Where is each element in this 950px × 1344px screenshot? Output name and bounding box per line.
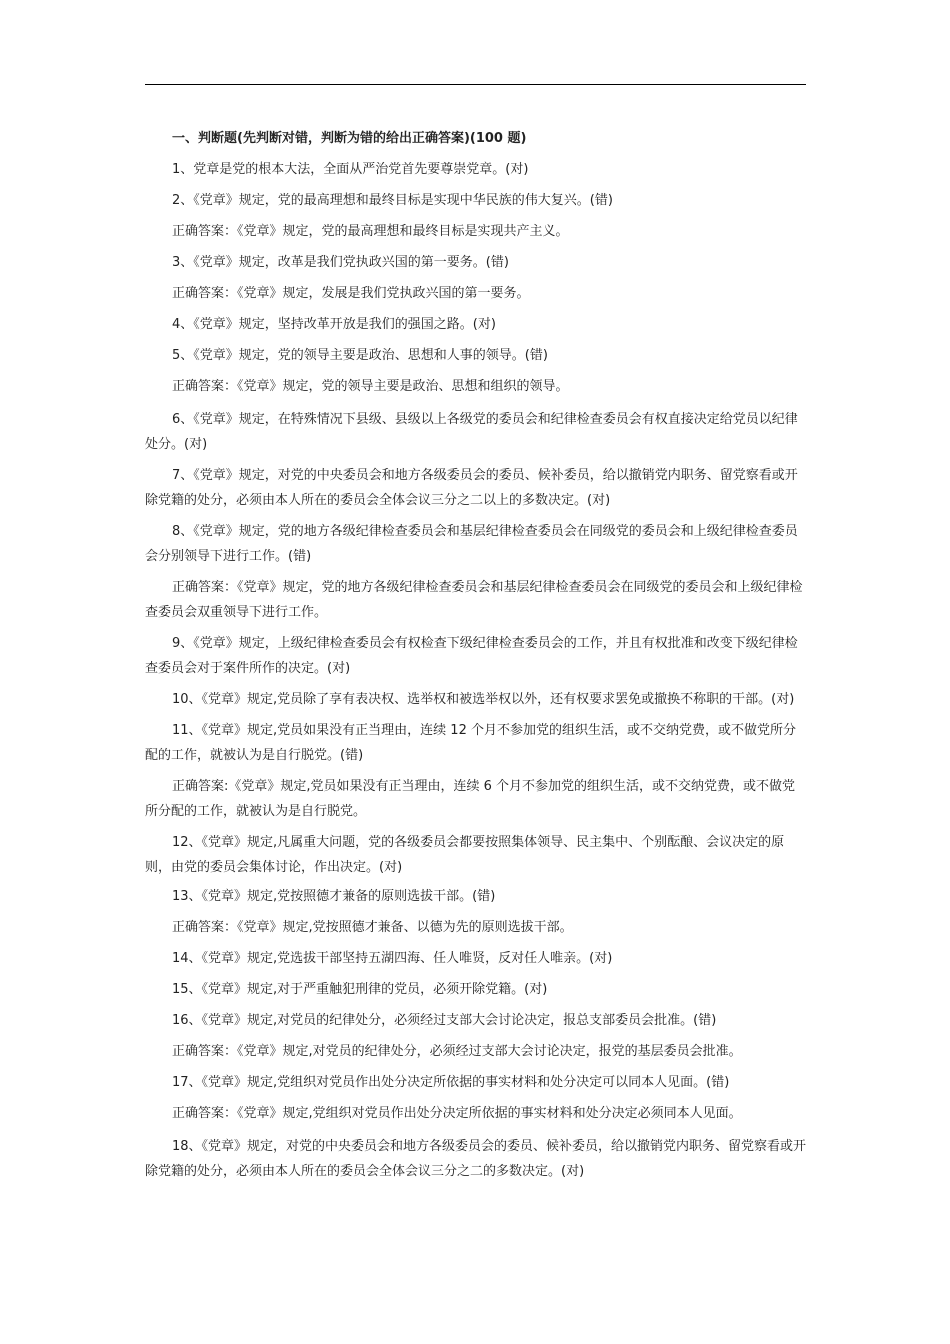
- section-heading: 一、判断题(先判断对错，判断为错的给出正确答案)(100 题): [172, 131, 527, 146]
- question-16: 16、《党章》规定,对党员的纪律处分，必须经过支部大会讨论决定，报总支部委员会批准。(错): [172, 1013, 717, 1028]
- question-10: 10、《党章》规定,党员除了享有表决权、选举权和被选举权以外，还有权要求罢免或撤换不称职的干部。(对): [172, 692, 795, 707]
- question-12: 12、《党章》规定,凡属重大问题，党的各级委员会都要按照集体领导、民主集中、个别酝酿、会议决定的原则，由党的委员会集体讨论，作出决定。(对): [145, 835, 785, 875]
- document-body: [145, 128, 807, 1190]
- question-1: 1、党章是党的根本大法，全面从严治党首先要尊崇党章。(对): [172, 162, 529, 177]
- answer-3: 正确答案：《党章》规定，发展是我们党执政兴国的第一要务。: [172, 286, 530, 301]
- question-3: 3、《党章》规定，改革是我们党执政兴国的第一要务。(错): [172, 255, 509, 270]
- question-15: 15、《党章》规定,对于严重触犯刑律的党员，必须开除党籍。(对): [172, 982, 548, 997]
- answer-8: 正确答案：《党章》规定，党的地方各级纪律检查委员会和基层纪律检查委员会在同级党的委员会和上级纪律检查委员会双重领导下进行工作。: [145, 580, 803, 620]
- question-18: 18、《党章》规定，对党的中央委员会和地方各级委员会的委员、候补委员，给以撤销党内职务、留党察看或开除党籍的处分，必须由本人所在的委员会全体会议三分之二的多数决定。(对): [145, 1139, 807, 1179]
- question-4: 4、《党章》规定，坚持改革开放是我们的强国之路。(对): [172, 317, 496, 332]
- answer-17: 正确答案：《党章》规定,党组织对党员作出处分决定所依据的事实材料和处分决定必须同本人见面。: [172, 1106, 742, 1121]
- answer-16: 正确答案：《党章》规定,对党员的纪律处分，必须经过支部大会讨论决定，报党的基层委员会批准。: [172, 1044, 742, 1059]
- question-11: 11、《党章》规定,党员如果没有正当理由，连续 12 个月不参加党的组织生活，或不交纳党费，或不做党所分配的工作，就被认为是自行脱党。(错): [145, 723, 796, 763]
- question-5: 5、《党章》规定，党的领导主要是政治、思想和人事的领导。(错): [172, 348, 548, 363]
- question-6: 6、《党章》规定，在特殊情况下县级、县级以上各级党的委员会和纪律检查委员会有权直接决定给党员以纪律处分。(对): [145, 412, 798, 452]
- answer-5: 正确答案：《党章》规定，党的领导主要是政治、思想和组织的领导。: [172, 379, 569, 394]
- question-2: 2、《党章》规定，党的最高理想和最终目标是实现中华民族的伟大复兴。(错): [172, 193, 613, 208]
- question-8: 8、《党章》规定，党的地方各级纪律检查委员会和基层纪律检查委员会在同级党的委员会和上级纪律检查委员会分别领导下进行工作。(错): [145, 524, 798, 564]
- question-17: 17、《党章》规定,党组织对党员作出处分决定所依据的事实材料和处分决定可以同本人见面。(错): [172, 1075, 730, 1090]
- answer-11: 正确答案:《党章》规定,党员如果没有正当理由，连续 6 个月不参加党的组织生活，或不交纳党费，或不做党所分配的工作，就被认为是自行脱党。: [145, 779, 796, 819]
- top-rule: [145, 84, 806, 85]
- question-13: 13、《党章》规定,党按照德才兼备的原则选拔干部。(错): [172, 889, 496, 904]
- answer-2: 正确答案：《党章》规定，党的最高理想和最终目标是实现共产主义。: [172, 224, 569, 239]
- question-9: 9、《党章》规定，上级纪律检查委员会有权检查下级纪律检查委员会的工作，并且有权批准和改变下级纪律检查委员会对于案件所作的决定。(对): [145, 636, 798, 676]
- question-7: 7、《党章》规定，对党的中央委员会和地方各级委员会的委员、候补委员，给以撤销党内职务、留党察看或开除党籍的处分，必须由本人所在的委员会全体会议三分之二以上的多数决定。(对): [145, 468, 798, 508]
- answer-13: 正确答案：《党章》规定,党按照德才兼备、以德为先的原则选拔干部。: [172, 920, 573, 935]
- question-14: 14、《党章》规定,党选拔干部坚持五湖四海、任人唯贤，反对任人唯亲。(对): [172, 951, 613, 966]
